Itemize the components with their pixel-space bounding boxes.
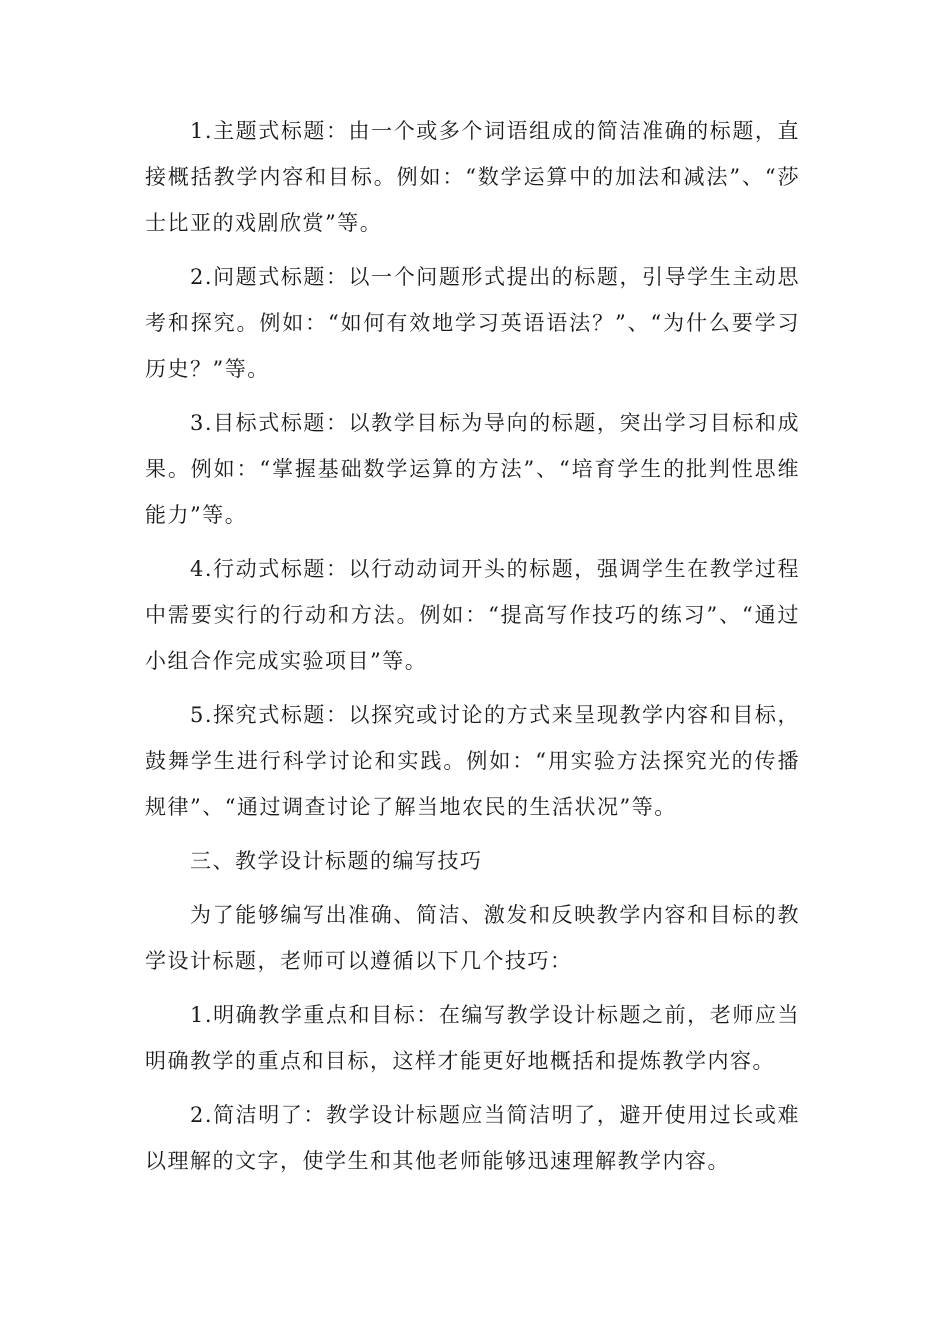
paragraph-inquiry-title: 5.探究式标题：以探究或讨论的方式来呈现教学内容和目标，鼓舞学生进行科学讨论和实践。例如：“用实验方法探究光的传播规律”、“通过调查讨论了解当地农民的生活状况”等。 (145, 703, 800, 819)
document-page (145, 108, 800, 1192)
paragraph-tip-2: 2.简洁明了：教学设计标题应当简洁明了，避开使用过长或难以理解的文字，使学生和其他老师能够迅速理解教学内容。 (145, 1103, 800, 1173)
paragraph-topic-title: 1.主题式标题：由一个或多个词语组成的简洁准确的标题，直接概括教学内容和目标。例如：“数学运算中的加法和减法”、“莎士比亚的戏剧欣赏”等。 (145, 119, 800, 235)
paragraph-intro: 为了能够编写出准确、简洁、激发和反映教学内容和目标的教学设计标题，老师可以遵循以下几个技巧： (145, 903, 800, 973)
paragraph-question-title: 2.问题式标题：以一个问题形式提出的标题，引导学生主动思考和探究。例如：“如何有效地学习英语语法？”、“为什么要学习历史？”等。 (145, 265, 800, 381)
section-heading: 三、教学设计标题的编写技巧 (190, 849, 483, 873)
paragraph-tip-1: 1.明确教学重点和目标：在编写教学设计标题之前，老师应当明确教学的重点和目标，这样才能更好地概括和提炼教学内容。 (145, 1003, 800, 1073)
paragraph-action-title: 4.行动式标题：以行动动词开头的标题，强调学生在教学过程中需要实行的行动和方法。例如：“提高写作技巧的练习”、“通过小组合作完成实验项目”等。 (145, 557, 800, 673)
paragraph-goal-title: 3.目标式标题：以教学目标为导向的标题，突出学习目标和成果。例如：“掌握基础数学运算的方法”、“培育学生的批判性思维能力”等。 (145, 411, 800, 527)
